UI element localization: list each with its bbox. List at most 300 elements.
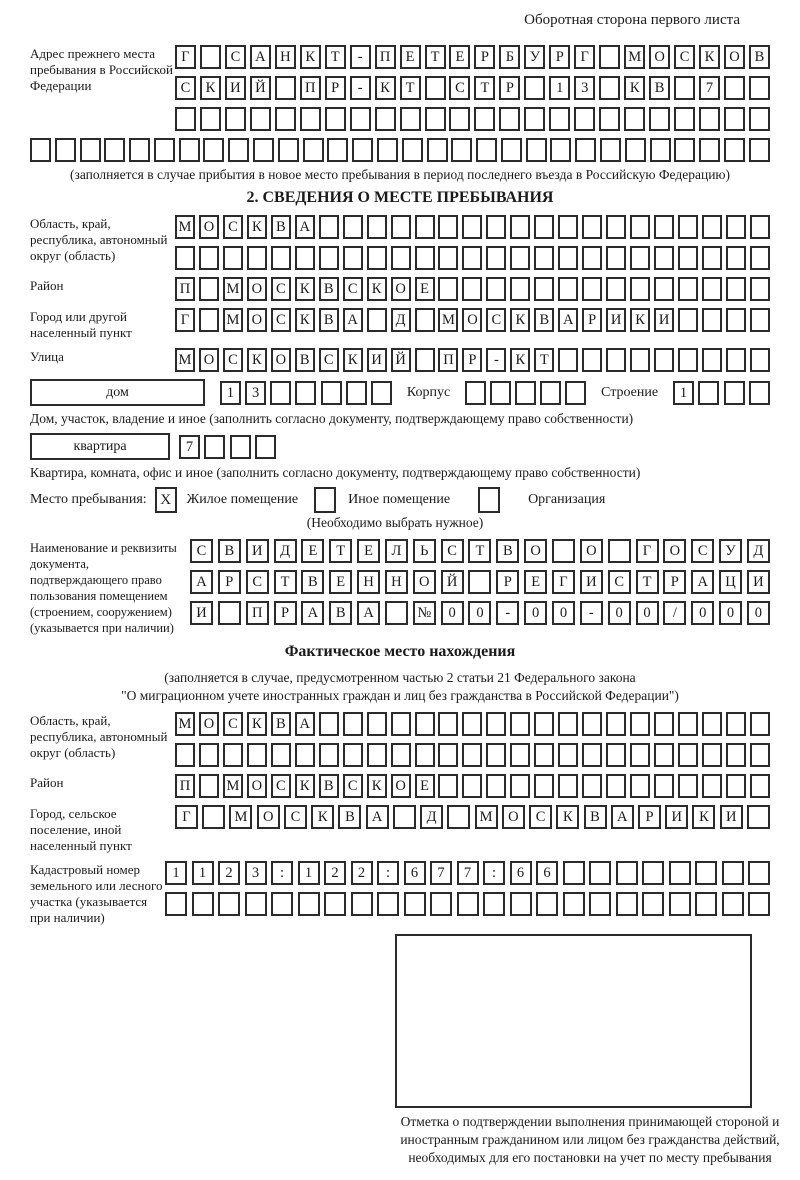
char-cell: С bbox=[319, 348, 339, 372]
char-cell bbox=[350, 107, 371, 131]
char-cell bbox=[749, 76, 770, 100]
document-row-1 bbox=[190, 539, 770, 563]
dom-cells bbox=[220, 381, 392, 405]
gorod-label: Город или другой населенный пункт bbox=[30, 309, 132, 340]
char-cell: О bbox=[271, 348, 291, 372]
char-cell bbox=[391, 712, 411, 736]
field-raion bbox=[30, 277, 770, 301]
char-cell bbox=[534, 277, 554, 301]
char-cell bbox=[255, 435, 276, 459]
char-cell: К bbox=[692, 805, 715, 829]
char-cell bbox=[748, 861, 770, 885]
char-cell bbox=[465, 381, 486, 405]
char-cell bbox=[400, 107, 421, 131]
char-cell bbox=[678, 774, 698, 798]
char-cell bbox=[702, 348, 722, 372]
char-cell: О bbox=[724, 45, 745, 69]
char-cell: М bbox=[475, 805, 498, 829]
char-cell: : bbox=[483, 861, 505, 885]
char-cell bbox=[650, 138, 671, 162]
char-cell: 3 bbox=[245, 861, 267, 885]
char-cell bbox=[582, 277, 602, 301]
char-cell bbox=[462, 774, 482, 798]
char-cell: М bbox=[624, 45, 645, 69]
char-cell: И bbox=[665, 805, 688, 829]
char-cell bbox=[563, 892, 585, 916]
char-cell bbox=[534, 743, 554, 767]
checkbox-inoe bbox=[314, 487, 336, 513]
factual-raion-row bbox=[175, 774, 770, 798]
kadastr-row-2 bbox=[165, 892, 770, 916]
char-cell: М bbox=[229, 805, 252, 829]
char-cell: О bbox=[199, 215, 219, 239]
factual-title: Фактическое место нахождения bbox=[284, 643, 516, 660]
char-cell: С bbox=[223, 215, 243, 239]
char-cell bbox=[415, 743, 435, 767]
char-cell bbox=[325, 107, 346, 131]
char-cell bbox=[402, 138, 423, 162]
char-cell bbox=[319, 246, 339, 270]
char-cell bbox=[486, 743, 506, 767]
char-cell bbox=[606, 774, 626, 798]
char-cell bbox=[606, 215, 626, 239]
char-cell: П bbox=[175, 277, 195, 301]
oblast-row-1 bbox=[175, 215, 770, 239]
char-cell bbox=[346, 381, 367, 405]
char-cell bbox=[654, 277, 674, 301]
prev-address-note: (заполняется в случае прибытия в новое место пребывания в период последнего въезда в Российскую Федерацию) bbox=[69, 167, 731, 182]
char-cell: У bbox=[719, 539, 742, 563]
char-cell: С bbox=[343, 774, 363, 798]
oblast-label: Область, край, республика, автономный округ (область) bbox=[30, 216, 168, 263]
char-cell: 0 bbox=[608, 601, 631, 625]
char-cell bbox=[726, 277, 746, 301]
char-cell: П bbox=[175, 774, 195, 798]
mesto-row bbox=[30, 487, 770, 513]
char-cell: С bbox=[441, 539, 464, 563]
factual-gorod-label: Город, сельское поселение, иной населенный пункт bbox=[30, 806, 132, 853]
char-cell bbox=[319, 712, 339, 736]
ulitsa-label: Улица bbox=[30, 349, 64, 364]
option-inoe-label: Иное помещение bbox=[348, 492, 451, 507]
char-cell: А bbox=[301, 601, 324, 625]
char-cell bbox=[702, 215, 722, 239]
section2-title: 2. СВЕДЕНИЯ О МЕСТЕ ПРЕБЫВАНИЯ bbox=[246, 189, 554, 206]
char-cell bbox=[375, 107, 396, 131]
char-cell: К bbox=[510, 308, 530, 332]
mesto-note: (Необходимо выбрать нужное) bbox=[306, 515, 484, 530]
char-cell: Р bbox=[325, 76, 346, 100]
char-cell: У bbox=[524, 45, 545, 69]
char-cell: М bbox=[175, 712, 195, 736]
char-cell bbox=[678, 308, 698, 332]
char-cell bbox=[558, 743, 578, 767]
char-cell bbox=[202, 805, 225, 829]
char-cell: С bbox=[343, 277, 363, 301]
char-cell: С bbox=[674, 45, 695, 69]
char-cell: М bbox=[223, 774, 243, 798]
char-cell bbox=[630, 774, 650, 798]
factual-note-1: (заполняется в случае, предусмотренном частью 2 статьи 21 Федерального закона bbox=[164, 670, 636, 685]
char-cell bbox=[750, 743, 770, 767]
stroenie-label: Строение bbox=[601, 384, 659, 400]
char-cell bbox=[678, 348, 698, 372]
char-cell: Р bbox=[218, 570, 241, 594]
char-cell: Т bbox=[425, 45, 446, 69]
field-document bbox=[30, 539, 770, 636]
char-cell bbox=[223, 743, 243, 767]
char-cell bbox=[104, 138, 125, 162]
char-cell bbox=[649, 107, 670, 131]
char-cell bbox=[574, 107, 595, 131]
char-cell bbox=[218, 892, 240, 916]
char-cell: Ь bbox=[413, 539, 436, 563]
char-cell bbox=[438, 277, 458, 301]
char-cell bbox=[678, 712, 698, 736]
checkbox-org bbox=[478, 487, 500, 513]
prev-address-row-3 bbox=[175, 107, 770, 131]
kvartira-note: Квартира, комната, офис и иное (заполнить согласно документу, подтверждающему право собственности) bbox=[30, 465, 641, 480]
char-cell bbox=[608, 539, 631, 563]
char-cell bbox=[582, 712, 602, 736]
char-cell bbox=[199, 743, 219, 767]
char-cell bbox=[678, 246, 698, 270]
char-cell bbox=[630, 215, 650, 239]
char-cell: Н bbox=[275, 45, 296, 69]
char-cell bbox=[654, 348, 674, 372]
char-cell: О bbox=[413, 570, 436, 594]
char-cell: И bbox=[225, 76, 246, 100]
char-cell: Е bbox=[329, 570, 352, 594]
char-cell bbox=[275, 76, 296, 100]
char-cell: К bbox=[300, 45, 321, 69]
char-cell bbox=[319, 215, 339, 239]
char-cell bbox=[298, 892, 320, 916]
char-cell bbox=[476, 138, 497, 162]
char-cell: 6 bbox=[536, 861, 558, 885]
char-cell bbox=[271, 892, 293, 916]
char-cell bbox=[447, 805, 470, 829]
char-cell: К bbox=[367, 774, 387, 798]
char-cell: Т bbox=[636, 570, 659, 594]
char-cell: И bbox=[606, 308, 626, 332]
char-cell bbox=[726, 348, 746, 372]
char-cell bbox=[319, 743, 339, 767]
korpus-label: Корпус bbox=[406, 384, 451, 400]
char-cell: А bbox=[357, 601, 380, 625]
char-cell bbox=[343, 215, 363, 239]
char-cell bbox=[271, 246, 291, 270]
char-cell bbox=[415, 348, 435, 372]
raion-row bbox=[175, 277, 770, 301]
char-cell bbox=[324, 892, 346, 916]
char-cell bbox=[385, 601, 408, 625]
char-cell bbox=[501, 138, 522, 162]
char-cell bbox=[449, 107, 470, 131]
char-cell: С bbox=[449, 76, 470, 100]
char-cell bbox=[582, 215, 602, 239]
char-cell bbox=[702, 712, 722, 736]
char-cell: Н bbox=[385, 570, 408, 594]
char-cell bbox=[599, 107, 620, 131]
char-cell: А bbox=[366, 805, 389, 829]
char-cell: К bbox=[295, 277, 315, 301]
char-cell: 3 bbox=[245, 381, 266, 405]
char-cell bbox=[415, 246, 435, 270]
char-cell: 2 bbox=[324, 861, 346, 885]
option-org-label: Организация bbox=[528, 492, 606, 507]
char-cell bbox=[295, 381, 316, 405]
char-cell bbox=[278, 138, 299, 162]
char-cell: М bbox=[175, 215, 195, 239]
char-cell: 2 bbox=[218, 861, 240, 885]
char-cell bbox=[722, 892, 744, 916]
char-cell bbox=[724, 76, 745, 100]
char-cell bbox=[223, 246, 243, 270]
char-cell bbox=[515, 381, 536, 405]
char-cell bbox=[669, 861, 691, 885]
char-cell bbox=[404, 892, 426, 916]
char-cell: Е bbox=[357, 539, 380, 563]
char-cell: П bbox=[300, 76, 321, 100]
char-cell bbox=[275, 107, 296, 131]
char-cell bbox=[247, 246, 267, 270]
char-cell: В bbox=[329, 601, 352, 625]
char-cell bbox=[483, 892, 505, 916]
char-cell: 7 bbox=[699, 76, 720, 100]
char-cell bbox=[606, 348, 626, 372]
stamp-caption: Отметка о подтверждении выполнения принимающей стороной и иностранным гражданином или лицом без гражданства действий, необходимых для его постановки на учет по месту пребывания bbox=[400, 1114, 780, 1165]
char-cell bbox=[558, 277, 578, 301]
char-cell bbox=[654, 246, 674, 270]
char-cell bbox=[462, 277, 482, 301]
char-cell: 7 bbox=[457, 861, 479, 885]
char-cell: К bbox=[510, 348, 530, 372]
char-cell bbox=[430, 892, 452, 916]
char-cell bbox=[468, 570, 491, 594]
char-cell bbox=[674, 107, 695, 131]
char-cell: Й bbox=[250, 76, 271, 100]
char-cell: Д bbox=[274, 539, 297, 563]
char-cell: 1 bbox=[220, 381, 241, 405]
char-cell: Д bbox=[747, 539, 770, 563]
char-cell: В bbox=[649, 76, 670, 100]
char-cell bbox=[747, 805, 770, 829]
char-cell bbox=[352, 138, 373, 162]
char-cell: В bbox=[319, 774, 339, 798]
char-cell: А bbox=[611, 805, 634, 829]
raion-label: Район bbox=[30, 278, 64, 293]
char-cell: Д bbox=[391, 308, 411, 332]
char-cell bbox=[486, 246, 506, 270]
char-cell: И bbox=[654, 308, 674, 332]
factual-gorod-row bbox=[175, 805, 770, 854]
char-cell: Г bbox=[175, 45, 196, 69]
char-cell bbox=[343, 712, 363, 736]
char-cell bbox=[724, 381, 745, 405]
char-cell: К bbox=[556, 805, 579, 829]
char-cell bbox=[599, 76, 620, 100]
char-cell bbox=[654, 774, 674, 798]
char-cell: О bbox=[663, 539, 686, 563]
char-cell: Д bbox=[420, 805, 443, 829]
char-cell bbox=[415, 215, 435, 239]
prev-address-label: Адрес прежнего места пребывания в Российской Федерации bbox=[30, 46, 173, 93]
stamp-area bbox=[395, 934, 785, 1167]
char-cell bbox=[606, 743, 626, 767]
char-cell bbox=[726, 308, 746, 332]
char-cell: В bbox=[319, 277, 339, 301]
char-cell: Й bbox=[391, 348, 411, 372]
char-cell bbox=[438, 215, 458, 239]
char-cell bbox=[204, 435, 225, 459]
char-cell: С bbox=[284, 805, 307, 829]
char-cell bbox=[534, 712, 554, 736]
char-cell bbox=[534, 246, 554, 270]
char-cell bbox=[749, 138, 770, 162]
char-cell bbox=[462, 743, 482, 767]
char-cell: / bbox=[663, 601, 686, 625]
char-cell: Е bbox=[415, 774, 435, 798]
char-cell: К bbox=[375, 76, 396, 100]
char-cell: О bbox=[391, 277, 411, 301]
char-cell bbox=[300, 107, 321, 131]
char-cell bbox=[558, 348, 578, 372]
char-cell: О bbox=[247, 774, 267, 798]
char-cell: С bbox=[225, 45, 246, 69]
char-cell: С bbox=[246, 570, 269, 594]
char-cell: О bbox=[649, 45, 670, 69]
char-cell bbox=[367, 712, 387, 736]
char-cell bbox=[451, 138, 472, 162]
char-cell: 0 bbox=[468, 601, 491, 625]
char-cell bbox=[200, 45, 221, 69]
char-cell: К bbox=[311, 805, 334, 829]
char-cell bbox=[749, 381, 770, 405]
char-cell bbox=[695, 861, 717, 885]
char-cell bbox=[699, 107, 720, 131]
char-cell: 2 bbox=[351, 861, 373, 885]
char-cell: О bbox=[502, 805, 525, 829]
field-prev-address bbox=[30, 45, 770, 131]
char-cell bbox=[674, 76, 695, 100]
char-cell bbox=[510, 215, 530, 239]
field-factual-gorod bbox=[30, 805, 770, 854]
char-cell bbox=[536, 892, 558, 916]
char-cell bbox=[524, 107, 545, 131]
char-cell bbox=[750, 348, 770, 372]
char-cell bbox=[599, 45, 620, 69]
document-row-3 bbox=[190, 601, 770, 625]
char-cell: 1 bbox=[673, 381, 694, 405]
char-cell bbox=[582, 246, 602, 270]
char-cell: П bbox=[375, 45, 396, 69]
char-cell bbox=[295, 246, 315, 270]
char-cell bbox=[582, 743, 602, 767]
char-cell: Р bbox=[496, 570, 519, 594]
stamp-box bbox=[395, 934, 752, 1108]
char-cell bbox=[179, 138, 200, 162]
char-cell: Г bbox=[636, 539, 659, 563]
char-cell: С bbox=[223, 348, 243, 372]
char-cell bbox=[750, 246, 770, 270]
char-cell bbox=[575, 138, 596, 162]
char-cell bbox=[549, 107, 570, 131]
char-cell: Й bbox=[441, 570, 464, 594]
char-cell: А bbox=[558, 308, 578, 332]
char-cell: О bbox=[247, 308, 267, 332]
char-cell bbox=[228, 138, 249, 162]
char-cell bbox=[175, 743, 195, 767]
char-cell: О bbox=[199, 712, 219, 736]
char-cell bbox=[616, 892, 638, 916]
char-cell bbox=[695, 892, 717, 916]
char-cell: А bbox=[691, 570, 714, 594]
oblast-row-2 bbox=[175, 246, 770, 270]
char-cell bbox=[203, 138, 224, 162]
char-cell bbox=[425, 107, 446, 131]
char-cell: - bbox=[486, 348, 506, 372]
char-cell bbox=[748, 892, 770, 916]
char-cell: Р bbox=[638, 805, 661, 829]
char-cell bbox=[367, 743, 387, 767]
char-cell bbox=[510, 712, 530, 736]
char-cell bbox=[371, 381, 392, 405]
char-cell bbox=[393, 805, 416, 829]
char-cell bbox=[438, 246, 458, 270]
char-cell bbox=[589, 892, 611, 916]
char-cell bbox=[534, 215, 554, 239]
char-cell: Т bbox=[474, 76, 495, 100]
char-cell: 6 bbox=[404, 861, 426, 885]
char-cell bbox=[321, 381, 342, 405]
char-cell: - bbox=[580, 601, 603, 625]
char-cell bbox=[225, 107, 246, 131]
page-corner-title: Оборотная сторона первого листа bbox=[524, 12, 740, 28]
char-cell: К bbox=[367, 277, 387, 301]
char-cell bbox=[654, 712, 674, 736]
char-cell bbox=[271, 743, 291, 767]
char-cell bbox=[230, 435, 251, 459]
char-cell: В bbox=[534, 308, 554, 332]
char-cell: В bbox=[301, 570, 324, 594]
char-cell: И bbox=[720, 805, 743, 829]
char-cell: А bbox=[343, 308, 363, 332]
char-cell: В bbox=[295, 348, 315, 372]
char-cell bbox=[678, 743, 698, 767]
char-cell: С bbox=[608, 570, 631, 594]
char-cell: С bbox=[271, 774, 291, 798]
field-kadastr bbox=[30, 861, 770, 926]
char-cell bbox=[630, 743, 650, 767]
document-row-2 bbox=[190, 570, 770, 594]
char-cell bbox=[499, 107, 520, 131]
char-cell bbox=[510, 246, 530, 270]
prev-address-row-1 bbox=[175, 45, 770, 69]
char-cell: Е bbox=[449, 45, 470, 69]
char-cell: К bbox=[343, 348, 363, 372]
char-cell bbox=[367, 308, 387, 332]
char-cell bbox=[199, 277, 219, 301]
kvartira-cells bbox=[179, 435, 276, 459]
char-cell: В bbox=[271, 712, 291, 736]
char-cell: И bbox=[747, 570, 770, 594]
kvartira-row bbox=[30, 433, 770, 460]
char-cell bbox=[510, 743, 530, 767]
char-cell bbox=[351, 892, 373, 916]
char-cell: 1 bbox=[165, 861, 187, 885]
char-cell: 0 bbox=[691, 601, 714, 625]
